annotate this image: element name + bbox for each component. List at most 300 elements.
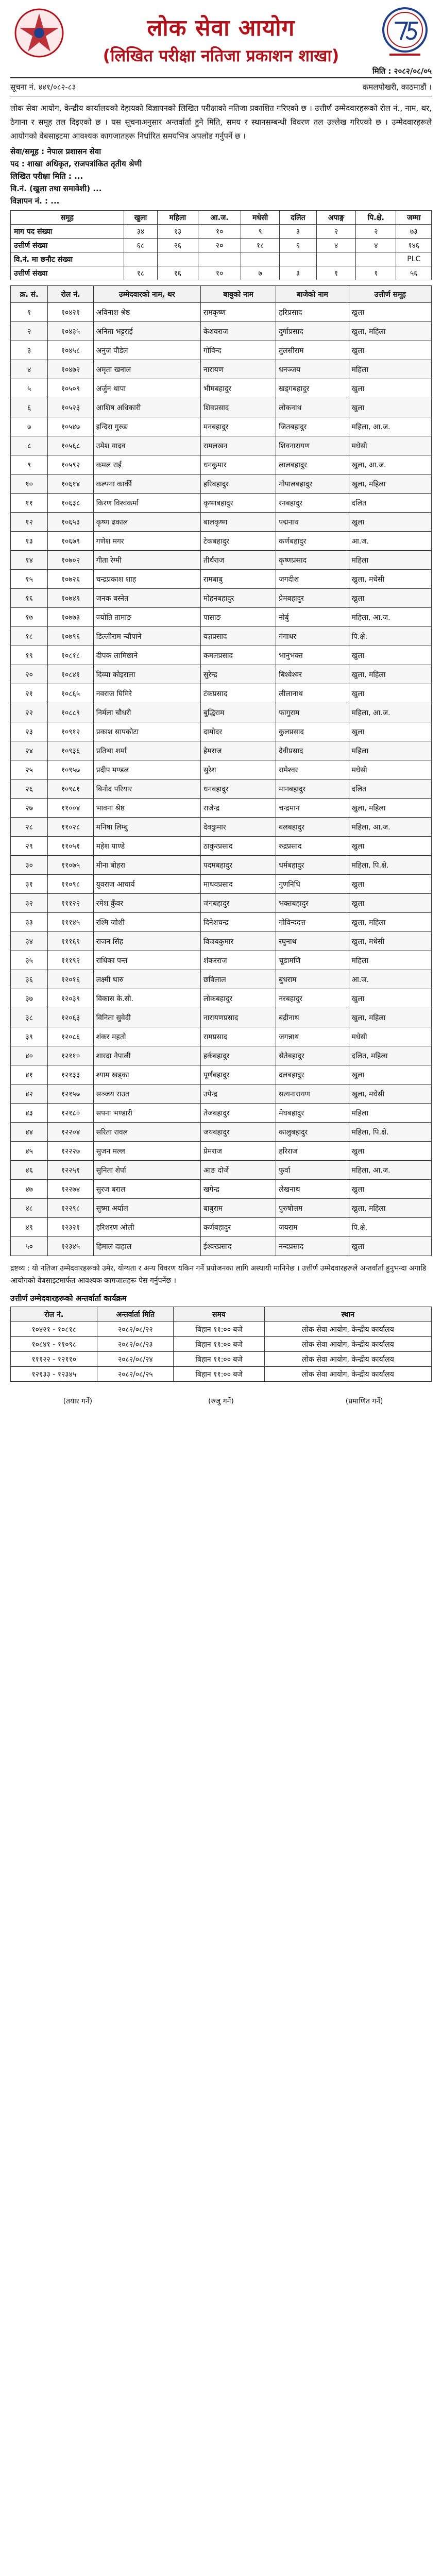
grandfather-name: बलबहादुर (276, 818, 349, 837)
roll-number: १२०६३ (48, 1008, 93, 1027)
signature-row (10, 1396, 432, 1406)
passed-group: खुला, मधेसी (349, 932, 431, 951)
father-name: कमलप्रसाद (200, 646, 276, 665)
roll-number: १०७०२ (48, 551, 93, 570)
passed-group: महिला (349, 741, 431, 760)
father-name: सुरेन्द्र (200, 665, 276, 684)
passed-group: आ.ज. (349, 532, 431, 551)
passed-group: खुला, महिला (349, 1199, 431, 1218)
serial-number: २० (11, 665, 48, 684)
grandfather-name: फुर्वा (276, 1161, 349, 1180)
roll-number: १०९५७ (48, 760, 93, 779)
roll-number: १०९१२ (48, 722, 93, 741)
schedule-col-header: अन्तर्वार्ता मिति (97, 1307, 174, 1322)
passed-group: खुला (349, 1180, 431, 1199)
passed-group: खुला, महिला (349, 474, 431, 494)
roll-number: १२२७४ (48, 1180, 93, 1199)
roll-number: १०४२१ (48, 303, 93, 322)
serial-number: १६ (11, 589, 48, 608)
roll-number: १०६७९ (48, 532, 93, 551)
candidate-name: अर्जुन थापा (93, 379, 200, 398)
candidate-name: नवराज घिमिरे (93, 684, 200, 703)
summary-cell: १ (356, 266, 396, 280)
roll-number: १०५४७ (48, 417, 93, 436)
grandfather-name: दुर्गाप्रसाद (276, 322, 349, 341)
summary-col-header: जम्मा (396, 211, 432, 225)
table-row (11, 608, 432, 627)
interview-place: लोक सेवा आयोग, केन्द्रीय कार्यालय (264, 1367, 431, 1382)
passed-group: खुला (349, 303, 431, 322)
serial-number: ७ (11, 417, 48, 436)
summary-cell: १८ (124, 266, 157, 280)
results-header-row (11, 286, 432, 303)
results-table (10, 285, 432, 1256)
candidate-name: विनिता सुवेदी (93, 1008, 200, 1027)
roll-range: १२१३३ - १२३४५ (11, 1367, 97, 1382)
table-row (11, 932, 432, 951)
summary-cell: ५६ (396, 266, 432, 280)
org-title: लोक सेवा आयोग (147, 15, 295, 41)
summary-cell: ३४ (124, 225, 157, 239)
roll-number: १२२२७ (48, 1142, 93, 1161)
candidate-name: दीपक लामिछाने (93, 646, 200, 665)
table-row (11, 1142, 432, 1161)
father-name: टेकबहादुर (200, 532, 276, 551)
summary-cell: १८ (241, 239, 280, 252)
table-row (11, 1027, 432, 1046)
father-name: जयबहादुर (200, 1123, 276, 1142)
grandfather-name: पुरुषोत्तम (276, 1199, 349, 1218)
schedule-row (11, 1322, 432, 1337)
grandfather-name: प्रेमबहादुर (276, 589, 349, 608)
serial-number: १७ (11, 608, 48, 627)
passed-group: महिला (349, 1104, 431, 1123)
summary-table (10, 210, 432, 280)
grandfather-name: जगदीश (276, 570, 349, 589)
grandfather-name: पद्मनाथ (276, 513, 349, 532)
notice-number: सूचना नं. ४४१/०८२-८३ (10, 82, 76, 92)
passed-group: मधेसी (349, 1027, 431, 1046)
candidate-name: विकास के.सी. (93, 989, 200, 1008)
candidate-name: सरिता रावल (93, 1123, 200, 1142)
summary-row-label: उत्तीर्ण संख्या (11, 266, 124, 280)
table-row (11, 970, 432, 989)
serial-number: ३ (11, 341, 48, 360)
prepared-by: (तयार गर्ने) (63, 1397, 93, 1405)
father-name: खगेन्द्र (200, 1180, 276, 1199)
passed-group: खुला, मधेसी (349, 1084, 431, 1104)
serial-number: १२ (11, 513, 48, 532)
father-name: धनकुमार (200, 455, 276, 474)
father-name: बुद्धिराम (200, 703, 276, 722)
advertisement-line: वि.नं. (खुला तथा समावेशी) ... (10, 184, 102, 193)
serial-number: ८ (11, 436, 48, 455)
serial-number: २१ (11, 684, 48, 703)
father-name: बालकृष्ण (200, 513, 276, 532)
candidate-name: इन्दिरा गुरुङ (93, 417, 200, 436)
office-location: कमलपोखरी, काठमाडौं । (362, 82, 432, 92)
passed-group: खुला (349, 875, 431, 894)
table-row (11, 989, 432, 1008)
summary-col-header: दलित (279, 211, 316, 225)
table-row (11, 837, 432, 856)
father-name: हेमराज (200, 741, 276, 760)
grandfather-name: लीलानाथ (276, 684, 349, 703)
table-row (11, 799, 432, 818)
candidate-name: सुष्मा अर्याल (93, 1199, 200, 1218)
passed-group: आ.ज. (349, 970, 431, 989)
table-row (11, 494, 432, 513)
passed-group: महिला, आ.ज. (349, 417, 431, 436)
serial-number: ६ (11, 398, 48, 417)
table-row (11, 455, 432, 474)
serial-number: ४२ (11, 1084, 48, 1104)
serial-number: ९ (11, 455, 48, 474)
grandfather-name: गंगाधर (276, 627, 349, 646)
grandfather-name: रनबहादुर (276, 494, 349, 513)
candidate-name: सपना भण्डारी (93, 1104, 200, 1123)
roll-number: १०५०९ (48, 379, 93, 398)
roll-number: १२२०४ (48, 1123, 93, 1142)
grandfather-name: बिश्वेश्वर (276, 665, 349, 684)
candidate-name: मनिषा लिम्बु (93, 818, 200, 837)
candidate-name: निर्मला चौधरी (93, 703, 200, 722)
summary-col-header: पि.क्षे. (356, 211, 396, 225)
summary-col-header: महिला (157, 211, 198, 225)
roll-number: १२०८६ (48, 1027, 93, 1046)
father-name: दिनेशचन्द्र (200, 913, 276, 932)
schedule-col-header: समय (174, 1307, 265, 1322)
table-row (11, 1218, 432, 1237)
table-row (11, 646, 432, 665)
summary-cell (316, 252, 355, 266)
summary-col-header: अपाङ्ग (316, 211, 355, 225)
schedule-body (11, 1322, 432, 1382)
passed-group: महिला (349, 951, 431, 970)
roll-number: १०६१४ (48, 474, 93, 494)
interview-place: लोक सेवा आयोग, केन्द्रीय कार्यालय (264, 1322, 431, 1337)
grandfather-name: रामेश्वर (276, 760, 349, 779)
father-name: प्रेमराज (200, 1142, 276, 1161)
grandfather-name: शिवनारायण (276, 436, 349, 455)
interview-schedule-table (10, 1307, 432, 1382)
serial-number: ५ (11, 379, 48, 398)
approved-by: (प्रमाणित गर्ने) (345, 1397, 383, 1405)
interview-date: २०८२/०८/२४ (97, 1352, 174, 1367)
candidate-name: कल्पना कार्की (93, 474, 200, 494)
candidate-name: महेश पाण्डे (93, 837, 200, 856)
serial-number: ३६ (11, 970, 48, 989)
table-row (11, 1104, 432, 1123)
grandfather-name: कुलप्रसाद (276, 722, 349, 741)
grandfather-name: फागुराम (276, 703, 349, 722)
summary-cell (124, 252, 157, 266)
schedule-title: उत्तीर्ण उम्मेदवारहरूको अन्तर्वार्ता कार्यक्रम (10, 1294, 127, 1303)
serial-number: ४३ (11, 1104, 48, 1123)
summary-cell: १ (316, 266, 355, 280)
candidate-name: हिमाल दाहाल (93, 1237, 200, 1256)
table-row (11, 379, 432, 398)
candidate-name: अनुज पौडेल (93, 341, 200, 360)
candidate-name: डिल्लीराम न्यौपाने (93, 627, 200, 646)
table-row (11, 532, 432, 551)
roll-number: १२१३३ (48, 1065, 93, 1084)
grandfather-name: रुद्रप्रसाद (276, 837, 349, 856)
summary-cell (198, 252, 241, 266)
grandfather-name: गुणनिधि (276, 875, 349, 894)
candidate-name: रमेश कुँवर (93, 894, 200, 913)
schedule-row (11, 1337, 432, 1352)
summary-row-label: उत्तीर्ण संख्या (11, 239, 124, 252)
father-name: विजयकुमार (200, 932, 276, 951)
serial-number: २२ (11, 703, 48, 722)
schedule-header-row (11, 1307, 432, 1322)
passed-group: महिला, आ.ज. (349, 818, 431, 837)
grandfather-name: लालबहादुर (276, 455, 349, 474)
serial-number: १८ (11, 627, 48, 646)
summary-row (11, 239, 432, 252)
roll-number: १२११० (48, 1046, 93, 1065)
roll-number: १०८४१ (48, 665, 93, 684)
father-name: रामबाबु (200, 570, 276, 589)
table-row (11, 303, 432, 322)
passed-group: मधेसी (349, 760, 431, 779)
passed-group: दलित (349, 779, 431, 799)
table-row (11, 894, 432, 913)
table-row (11, 589, 432, 608)
passed-group: खुला (349, 684, 431, 703)
father-name: पूर्णबहादुर (200, 1065, 276, 1084)
grandfather-name: लोकनाथ (276, 398, 349, 417)
notice-paragraph: लोक सेवा आयोग, केन्द्रीय कार्यालयको देहायको विज्ञापनको लिखित परीक्षाको नतिजा प्रकाशित गरिएको छ । उत्तीर्ण उम्मेदवारहरूको रोल नं., नाम, थर, ठेगाना र समूह तल दिइएको छ । यस सूचनाअनुसार अन्तर्वार्ता हुने मिति, समय र स्थानसम्बन्धी विवरण तल उल्लेख गरिएको छ । उम्मेदवारहरूले आयोगको वेबसाइटमा आवश्यक कागजातहरू निर्धारित समयभित्र अपलोड गर्नुपर्ने छ । (10, 104, 432, 141)
table-row (11, 360, 432, 379)
candidate-name: ज्योति तामाङ (93, 608, 200, 627)
grandfather-name: नरबहादुर (276, 989, 349, 1008)
roll-number: १०६३८ (48, 494, 93, 513)
serial-number: ३३ (11, 913, 48, 932)
table-row (11, 474, 432, 494)
roll-number: ११०९८ (48, 875, 93, 894)
table-row (11, 741, 432, 760)
father-name: तीर्थराज (200, 551, 276, 570)
serial-number: ३२ (11, 894, 48, 913)
summary-cell: ४ (356, 239, 396, 252)
candidate-name: कमल राई (93, 455, 200, 474)
father-name: पदमबहादुर (200, 856, 276, 875)
summary-col-header: समूह (11, 211, 124, 225)
passed-group: खुला (349, 341, 431, 360)
summary-row-label: वि.नं. मा छनौट संख्या (11, 252, 124, 266)
father-name: रामकृष्ण (200, 303, 276, 322)
interview-time: बिहान ११:०० बजे (174, 1352, 265, 1367)
grandfather-name: नन्दप्रसाद (276, 1237, 349, 1256)
interview-place: लोक सेवा आयोग, केन्द्रीय कार्यालय (264, 1352, 431, 1367)
candidate-name: उमेश यादव (93, 436, 200, 455)
candidate-name: रश्मि जोशी (93, 913, 200, 932)
grandfather-name: हरिप्रसाद (276, 303, 349, 322)
branch-title: (लिखित परीक्षा नतिजा प्रकाशन शाखा) (103, 46, 339, 65)
candidate-name: अविनाश श्रेष्ठ (93, 303, 200, 322)
summary-cell: ७३ (396, 225, 432, 239)
father-name: जंगबहादुर (200, 894, 276, 913)
serial-number: ४५ (11, 1142, 48, 1161)
passed-group: मधेसी (349, 436, 431, 455)
table-row (11, 398, 432, 417)
father-name: रामप्रसाद (200, 1027, 276, 1046)
candidate-name: भावना श्रेष्ठ (93, 799, 200, 818)
roll-number: १२३२१ (48, 1218, 93, 1237)
father-name: आङ दोर्जे (200, 1161, 276, 1180)
interview-time: बिहान ११:०० बजे (174, 1337, 265, 1352)
summary-cell: २ (316, 225, 355, 239)
grandfather-name: भक्तबहादुर (276, 894, 349, 913)
table-row (11, 1237, 432, 1256)
roll-number: १०५९२ (48, 455, 93, 474)
grandfather-name: देवीप्रसाद (276, 741, 349, 760)
passed-group: खुला, मधेसी (349, 570, 431, 589)
table-row (11, 684, 432, 703)
candidate-name: सुरज बराल (93, 1180, 200, 1199)
seventy-five-years-logo-icon (380, 5, 430, 62)
serial-number: ३४ (11, 932, 48, 951)
father-name: मनबहादुर (200, 417, 276, 436)
father-name: दामोदर (200, 722, 276, 741)
table-row (11, 875, 432, 894)
grandfather-name: धनञ्जय (276, 360, 349, 379)
summary-cell (157, 252, 198, 266)
passed-group: खुला, महिला (349, 799, 431, 818)
table-row (11, 703, 432, 722)
grandfather-name: मानबहादुर (276, 779, 349, 799)
roll-range: १०४२१ - १०८१८ (11, 1322, 97, 1337)
passed-group: खुला, महिला (349, 913, 431, 932)
candidate-name: आशिष अधिकारी (93, 398, 200, 417)
table-row (11, 913, 432, 932)
roll-number: ११००४ (48, 799, 93, 818)
summary-row (11, 266, 432, 280)
father-name: धनबहादुर (200, 779, 276, 799)
serial-number: २३ (11, 722, 48, 741)
candidate-name: अनिता भट्टराई (93, 322, 200, 341)
father-name: माधवप्रसाद (200, 875, 276, 894)
checked-by: (रुजु गर्ने) (208, 1397, 234, 1405)
passed-group: पि.क्षे. (349, 1218, 431, 1237)
roll-number: १११२२ (48, 894, 93, 913)
notice-date: मिति : २०८२/०८/०५ (372, 66, 432, 76)
results-body (11, 303, 432, 1256)
father-name: छविलाल (200, 970, 276, 989)
grandfather-name: रघुनाथ (276, 932, 349, 951)
passed-group: खुला (349, 722, 431, 741)
candidate-name: जनक बस्नेत (93, 589, 200, 608)
roll-number: १०५६८ (48, 436, 93, 455)
father-name: मोहनबहादुर (200, 589, 276, 608)
results-col-header: बाबुको नाम (200, 286, 276, 303)
roll-number: १०७७३ (48, 608, 93, 627)
grandfather-name: जगन्नाथ (276, 1027, 349, 1046)
roll-number: १२२९८ (48, 1199, 93, 1218)
father-name: लोकबहादुर (200, 989, 276, 1008)
passed-group: खुला, महिला (349, 665, 431, 684)
summary-cell: १३ (157, 225, 198, 239)
father-name: ठाकुरप्रसाद (200, 837, 276, 856)
table-row (11, 951, 432, 970)
summary-row (11, 225, 432, 239)
interview-place: लोक सेवा आयोग, केन्द्रीय कार्यालय (264, 1337, 431, 1352)
father-name: गोविन्द (200, 341, 276, 360)
serial-number: ४७ (11, 1180, 48, 1199)
serial-number: १४ (11, 551, 48, 570)
serial-number: ११ (11, 494, 48, 513)
father-name: केशवराज (200, 322, 276, 341)
passed-group: महिला, पि.क्षे. (349, 1123, 431, 1142)
candidate-name: सुनिता शेर्पा (93, 1161, 200, 1180)
father-name: सुरेश (200, 760, 276, 779)
summary-cell: १६ (157, 266, 198, 280)
roll-number: १०९३६ (48, 741, 93, 760)
grandfather-name: कर्णबहादुर (276, 532, 349, 551)
candidate-name: चन्द्रप्रकाश शाह (93, 570, 200, 589)
passed-group: खुला (349, 894, 431, 913)
table-row (11, 779, 432, 799)
interview-date: २०८२/०८/२३ (97, 1337, 174, 1352)
grandfather-name: सेतेबहादुर (276, 1046, 349, 1065)
passed-group: खुला (349, 646, 431, 665)
schedule-row (11, 1352, 432, 1367)
serial-number: ३८ (11, 1008, 48, 1027)
roll-number: १०९८१ (48, 779, 93, 799)
passed-group: खुला (349, 837, 431, 856)
notice-meta-row (10, 78, 432, 96)
roll-number: १०७२६ (48, 570, 93, 589)
summary-cell: १० (198, 266, 241, 280)
grandfather-name: जितबहादुर (276, 417, 349, 436)
serial-number: ३५ (11, 951, 48, 970)
roll-number: १२३४५ (48, 1237, 93, 1256)
candidate-name: गणेश मगर (93, 532, 200, 551)
results-col-header: उम्मेदवारको नाम, थर (93, 286, 200, 303)
summary-cell: २ (356, 225, 396, 239)
serial-number: ३० (11, 856, 48, 875)
serial-number: ३१ (11, 875, 48, 894)
roll-number: १२०१६ (48, 970, 93, 989)
father-name: नारायण (200, 360, 276, 379)
table-row (11, 1199, 432, 1218)
father-name: शिवप्रसाद (200, 398, 276, 417)
father-name: कर्णबहादुर (200, 1218, 276, 1237)
roll-number: १०७९६ (48, 627, 93, 646)
serial-number: ४ (11, 360, 48, 379)
table-row (11, 417, 432, 436)
serial-number: ४० (11, 1046, 48, 1065)
candidate-name: लक्ष्मी थारु (93, 970, 200, 989)
summary-cell: ७ (241, 266, 280, 280)
serial-number: २४ (11, 741, 48, 760)
summary-header-row (11, 211, 432, 225)
candidate-name: किरण विश्वकर्मा (93, 494, 200, 513)
summary-cell: २० (198, 239, 241, 252)
table-row (11, 570, 432, 589)
serial-number: १३ (11, 532, 48, 551)
grandfather-name: गोविन्ददत्त (276, 913, 349, 932)
roll-range: १११२२ - १२११० (11, 1352, 97, 1367)
summary-cell: १० (198, 225, 241, 239)
table-row (11, 513, 432, 532)
passed-group: महिला, आ.ज. (349, 608, 431, 627)
candidate-name: शंकर महतो (93, 1027, 200, 1046)
summary-cell: ६ (279, 239, 316, 252)
interview-date: २०८२/०८/२५ (97, 1367, 174, 1382)
